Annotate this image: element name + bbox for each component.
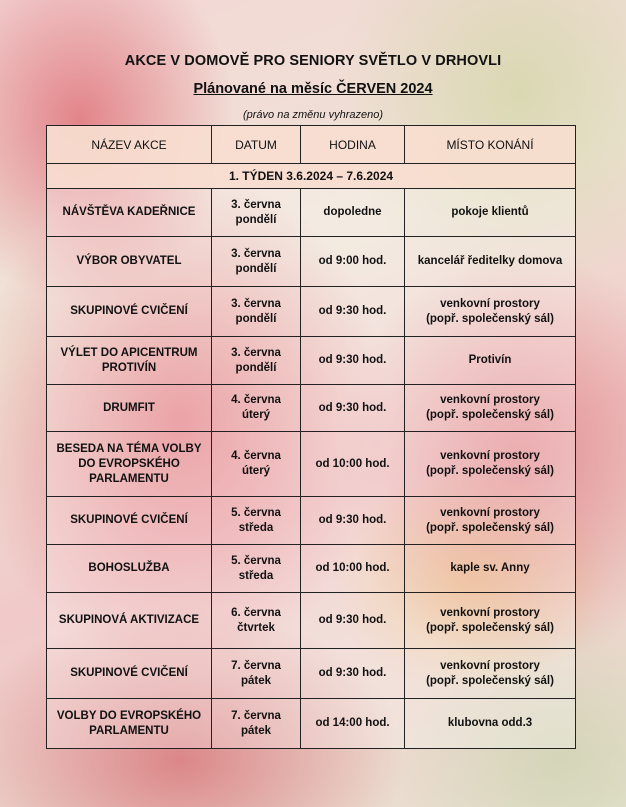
document-subtitle: Plánované na měsíc ČERVEN 2024 (193, 81, 433, 97)
event-weekday: pondělí (235, 361, 277, 374)
event-place: venkovní prostory (440, 297, 540, 310)
event-place: klubovna odd.3 (447, 717, 533, 729)
event-name: VÝBOR OBYVATEL (76, 255, 182, 267)
event-date-cell (212, 593, 301, 649)
event-weekday: pondělí (235, 312, 277, 325)
event-place: Protivín (468, 354, 512, 366)
event-name: VOLBY DO EVROPSKÉHO PARLAMENTU (56, 709, 202, 737)
event-place: kancelář ředitelky domova (417, 255, 563, 267)
event-time: od 9:30 hod. (318, 614, 387, 626)
document-title: AKCE V DOMOVĚ PRO SENIORY SVĚTLO V DRHOVLI (124, 53, 502, 69)
change-note: (právo na změnu vyhrazeno) (242, 109, 383, 121)
event-date: 3. června (231, 346, 281, 359)
week-row (47, 164, 576, 189)
event-place: kaple sv. Anny (450, 562, 530, 574)
event-date: 3. června (231, 198, 281, 211)
event-place-note: (popř. společenský sál) (426, 409, 554, 421)
event-date: 3. června (231, 247, 281, 260)
event-date: 4. června (231, 394, 281, 406)
event-place: venkovní prostory (440, 606, 540, 619)
event-date-cell (212, 699, 301, 749)
event-name: BESEDA NA TÉMA VOLBY DO EVROPSKÉHO PARLAMENTU (56, 442, 202, 485)
event-name-cell (47, 337, 212, 385)
event-name-cell (47, 237, 212, 287)
event-place-note: (popř. společenský sál) (426, 465, 554, 477)
table-row (47, 189, 576, 237)
event-place-cell (405, 649, 576, 699)
table-row (47, 287, 576, 337)
event-name-cell (47, 497, 212, 545)
event-weekday: pondělí (235, 213, 277, 226)
event-place: venkovní prostory (440, 450, 540, 462)
event-date-cell (212, 237, 301, 287)
event-time: od 10:00 hod. (315, 457, 390, 470)
event-place-note: (popř. společenský sál) (426, 674, 554, 687)
event-time: od 14:00 hod. (315, 717, 390, 729)
table-row (47, 385, 576, 432)
event-name-cell (47, 649, 212, 699)
event-name: SKUPINOVÉ CVIČENÍ (70, 305, 188, 317)
event-date: 5. června (231, 506, 281, 519)
event-weekday: pondělí (235, 262, 277, 275)
event-date-cell (212, 385, 301, 432)
event-place-cell (405, 189, 576, 237)
event-name-cell (47, 699, 212, 749)
event-name: BOHOSLUŽBA (88, 562, 170, 574)
event-place: venkovní prostory (440, 394, 540, 406)
event-time: od 9:30 hod. (318, 667, 387, 679)
event-time: od 10:00 hod. (315, 562, 390, 574)
event-date: 5. června (231, 554, 281, 567)
table-header-row (47, 126, 576, 164)
event-name: DRUMFIT (103, 401, 155, 414)
event-name: SKUPINOVÉ CVIČENÍ (70, 514, 188, 526)
event-place-cell (405, 593, 576, 649)
table-row (47, 649, 576, 699)
table-row (47, 497, 576, 545)
event-time-cell (301, 432, 405, 497)
event-name-cell (47, 385, 212, 432)
event-date-cell (212, 497, 301, 545)
event-place-note: (popř. společenský sál) (426, 521, 554, 534)
event-name: NÁVŠTĚVA KADEŘNICE (62, 206, 196, 218)
table-row (47, 237, 576, 287)
column-header-place: MÍSTO KONÁNÍ (405, 126, 576, 164)
event-time-cell (301, 237, 405, 287)
event-date-cell (212, 189, 301, 237)
table-row (47, 337, 576, 385)
table-row (47, 432, 576, 497)
event-place-cell (405, 699, 576, 749)
schedule-table (46, 125, 576, 749)
event-time-cell (301, 287, 405, 337)
event-time: od 9:30 hod. (318, 401, 387, 414)
event-place-cell (405, 385, 576, 432)
event-place-cell (405, 237, 576, 287)
event-date: 4. června (231, 450, 281, 462)
event-time-cell (301, 545, 405, 593)
event-place-cell (405, 497, 576, 545)
event-date-cell (212, 337, 301, 385)
event-time: od 9:30 hod. (318, 354, 387, 366)
event-weekday: čtvrtek (237, 621, 275, 634)
event-name-cell (47, 545, 212, 593)
event-time-cell (301, 189, 405, 237)
event-time-cell (301, 699, 405, 749)
event-date: 3. června (231, 297, 281, 310)
event-name-cell (47, 432, 212, 497)
event-time-cell (301, 649, 405, 699)
event-place: venkovní prostory (440, 659, 540, 672)
event-name: SKUPINOVÁ AKTIVIZACE (58, 614, 200, 626)
event-name: VÝLET DO APICENTRUM PROTIVÍN (60, 346, 198, 374)
event-time: od 9:30 hod. (318, 305, 387, 317)
event-time-cell (301, 385, 405, 432)
event-time-cell (301, 337, 405, 385)
event-place-note: (popř. společenský sál) (426, 312, 554, 325)
event-place-cell (405, 432, 576, 497)
event-weekday: středa (238, 569, 274, 582)
event-date: 7. června (231, 659, 281, 672)
table-row (47, 593, 576, 649)
event-date: 7. června (231, 709, 281, 722)
event-name-cell (47, 593, 212, 649)
event-weekday: úterý (241, 409, 271, 421)
event-date-cell (212, 287, 301, 337)
event-place-note: (popř. společenský sál) (426, 621, 554, 634)
event-place-cell (405, 287, 576, 337)
column-header-date: DATUM (212, 126, 301, 164)
event-place-cell (405, 337, 576, 385)
event-weekday: pátek (240, 724, 272, 737)
event-time: od 9:00 hod. (318, 255, 387, 267)
event-date: 6. června (231, 606, 281, 619)
event-name-cell (47, 287, 212, 337)
event-time: dopoledne (323, 206, 382, 218)
event-weekday: středa (238, 521, 274, 534)
event-name: SKUPINOVÉ CVIČENÍ (70, 667, 188, 679)
week-label: 1. TÝDEN 3.6.2024 – 7.6.2024 (47, 164, 576, 189)
event-weekday: pátek (240, 674, 272, 687)
event-time-cell (301, 497, 405, 545)
event-date-cell (212, 545, 301, 593)
event-time-cell (301, 593, 405, 649)
table-row (47, 545, 576, 593)
table-row (47, 699, 576, 749)
event-weekday: úterý (241, 465, 271, 477)
event-place: venkovní prostory (440, 506, 540, 519)
event-place: pokoje klientů (451, 206, 529, 218)
event-date-cell (212, 649, 301, 699)
event-name-cell (47, 189, 212, 237)
event-place-cell (405, 545, 576, 593)
column-header-name: NÁZEV AKCE (47, 126, 212, 164)
event-time: od 9:30 hod. (318, 514, 387, 526)
column-header-time: HODINA (301, 126, 405, 164)
event-date-cell (212, 432, 301, 497)
